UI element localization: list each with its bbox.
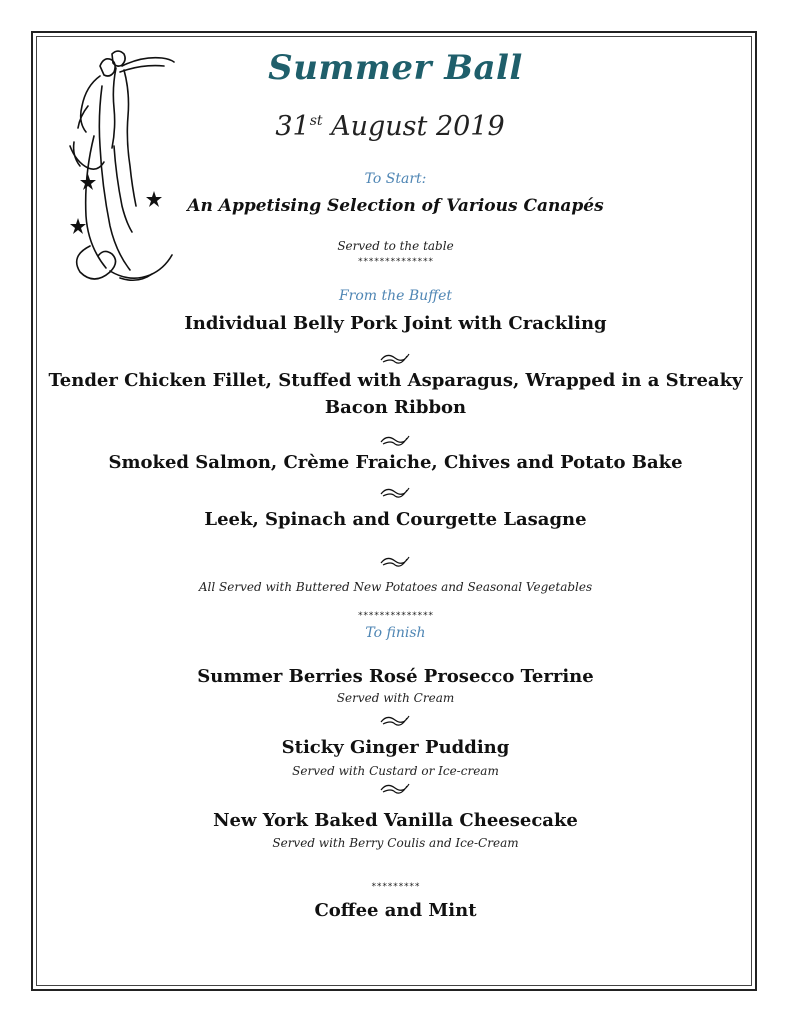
buffet-dish-4: Leek, Spinach and Courgette Lasagne [204, 509, 587, 530]
section-heading-start: To Start: [364, 171, 427, 187]
buffet-note: All Served with Buttered New Potatoes and Seasonal Vegetables [198, 580, 593, 594]
flourish-divider-icon [379, 712, 411, 726]
dessert-3: New York Baked Vanilla Cheesecake [213, 810, 578, 831]
flourish-divider-icon [379, 780, 411, 794]
starter-note: Served to the table [337, 239, 454, 253]
date-suffix: st [309, 113, 323, 129]
buffet-dish-2-line-1: Tender Chicken Fillet, Stuffed with Asparagus, Wrapped in a Streaky [48, 370, 743, 391]
flourish-divider-icon [379, 553, 411, 567]
separator-stars-2: ************** [357, 611, 434, 621]
dessert-1-note: Served with Cream [336, 691, 455, 705]
starter-dish: An Appetising Selection of Various Canapés [187, 196, 604, 216]
dessert-1: Summer Berries Rosé Prosecco Terrine [197, 666, 594, 687]
coffee-line: Coffee and Mint [314, 900, 477, 921]
separator-stars-1: ************** [357, 257, 434, 267]
date-day: 31 [275, 111, 310, 142]
menu-title: Summer Ball [268, 48, 523, 88]
buffet-dish-3: Smoked Salmon, Crème Fraiche, Chives and Potato Bake [108, 452, 683, 473]
date-rest: August 2019 [331, 111, 505, 142]
buffet-dish-2-line-2: Bacon Ribbon [324, 397, 467, 418]
section-heading-finish: To finish [365, 625, 426, 641]
flourish-divider-icon [379, 350, 411, 364]
event-date [0, 111, 780, 142]
dessert-2-note: Served with Custard or Ice-cream [292, 764, 499, 778]
separator-stars-3: ********* [371, 882, 420, 892]
section-heading-buffet: From the Buffet [338, 288, 453, 304]
buffet-dish-1: Individual Belly Pork Joint with Crackling [184, 313, 607, 334]
flourish-divider-icon [379, 432, 411, 446]
dessert-2: Sticky Ginger Pudding [281, 737, 510, 758]
dessert-3-note: Served with Berry Coulis and Ice-Cream [272, 836, 519, 850]
flourish-divider-icon [379, 484, 411, 498]
